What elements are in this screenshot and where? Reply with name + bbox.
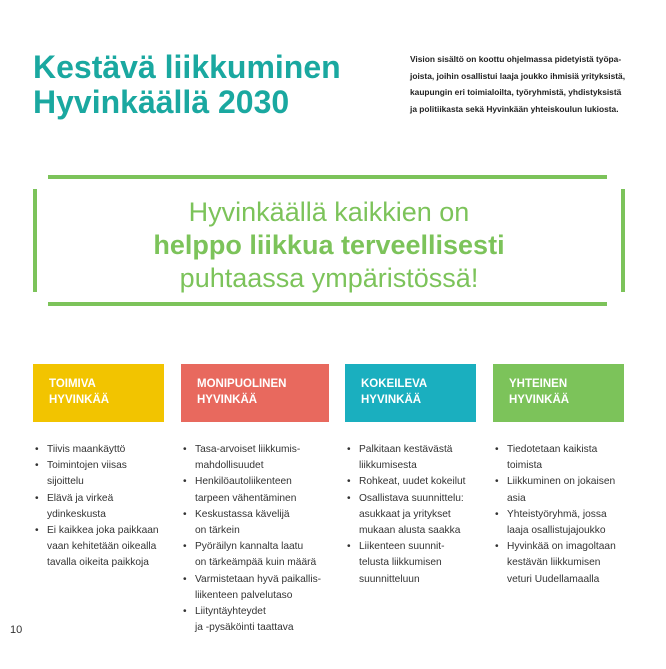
list-item (33, 523, 164, 572)
list-item (345, 539, 476, 588)
list-item (181, 604, 329, 636)
list-item-line: • Tiivis maankäyttö (47, 444, 126, 455)
list-item-line: toimista (507, 460, 543, 472)
list-item-line: tarpeen vähentäminen (195, 492, 297, 504)
list-item (345, 491, 476, 540)
list-item-line: kestävän liikkumisen (507, 557, 601, 569)
column-heading-line: HYVINKÄÄ (361, 394, 422, 406)
column-heading (345, 364, 476, 422)
vision-line-2: helppo liikkua terveellisesti (153, 230, 505, 260)
list-item (493, 539, 624, 588)
list-item (181, 507, 329, 539)
list-item (181, 474, 329, 506)
list-item (181, 539, 329, 571)
list-item-line: mahdollisuudet (195, 460, 264, 472)
column-heading-line: MONIPUOLINEN (197, 378, 287, 390)
list-item-line: • Keskustassa kävelijä (195, 508, 290, 520)
list-item (33, 491, 164, 523)
vision-statement (33, 196, 625, 295)
list-item-line: • Liikkuminen on jokaisen (507, 476, 616, 488)
list-item-line: on tärkeämpää kuin määrä (195, 557, 317, 569)
bullet-list (493, 442, 624, 588)
list-item-line: ja -pysäköinti taattava (195, 622, 294, 634)
column-heading (33, 364, 164, 422)
bullet-list (181, 442, 329, 636)
column-heading-line: HYVINKÄÄ (49, 394, 110, 406)
list-item-line: asia (507, 492, 526, 504)
column-heading (493, 364, 624, 422)
intro-line: kaupungin eri toimialoilta, työryhmistä, yhdistyksistä (410, 87, 622, 97)
list-item-line: • Varmistetaan hyvä paikallis- (195, 573, 322, 585)
frame-bottom-bar (48, 302, 607, 306)
list-item-line: on tärkein (195, 525, 240, 537)
title-line-1: Kestävä liikkuminen (33, 49, 341, 85)
frame-top-bar (48, 175, 607, 179)
theme-column (493, 364, 624, 588)
column-heading-line: KOKEILEVA (361, 378, 428, 390)
list-item-line: mukaan alusta saakka (359, 525, 461, 537)
intro-line: Vision sisältö on koottu ohjelmassa pidetyistä työpa- (410, 54, 622, 64)
column-heading-line: HYVINKÄÄ (197, 394, 258, 406)
list-item-line: suunnitteluun (359, 573, 420, 585)
theme-column (33, 364, 164, 572)
list-item-line: • Osallistava suunnittelu: (359, 492, 464, 504)
list-item (181, 572, 329, 604)
list-item (181, 442, 329, 474)
list-item-line: liikkumisesta (359, 460, 417, 472)
vision-line-3: puhtaassa ympäristössä! (179, 263, 479, 293)
list-item (493, 442, 624, 474)
list-item (345, 442, 476, 474)
list-item-line: • Pyöräilyn kannalta laatu (195, 541, 304, 553)
column-heading (181, 364, 329, 422)
intro-line: joista, joihin osallistui laaja joukko ihmisiä yrityksistä, (410, 70, 626, 81)
list-item-line: sijoittelu (47, 476, 84, 488)
theme-column (345, 364, 476, 588)
list-item-line: • Tasa-arvoiset liikkumis- (195, 444, 301, 455)
list-item-line: veturi Uudellamaalla (507, 573, 600, 585)
page-title (33, 50, 341, 120)
list-item-line: • Tiedotetaan kaikista (507, 444, 598, 455)
page-number: 10 (10, 624, 23, 636)
intro-line: ja politiikasta sekä Hyvinkään yhteiskoulun lukiosta. (410, 103, 619, 114)
title-line-2: Hyvinkäällä 2030 (33, 84, 290, 120)
list-item-line: • Elävä ja virkeä (47, 492, 114, 504)
bullet-list (33, 442, 164, 572)
list-item-line: • Hyvinkää on imagoltaan (507, 541, 616, 553)
list-item (33, 442, 164, 458)
list-item (493, 507, 624, 539)
list-item-line: asukkaat ja yritykset (359, 508, 451, 520)
list-item-line: vaan kehitetään oikealla (47, 541, 157, 553)
list-item (33, 458, 164, 490)
list-item-line: • Rohkeat, uudet kokeilut (359, 476, 466, 488)
list-item-line: ydinkeskusta (47, 508, 106, 520)
list-item-line: tavalla oikeita paikkoja (47, 557, 149, 569)
column-heading-line: YHTEINEN (509, 378, 568, 390)
theme-column (181, 364, 329, 636)
list-item-line: • Toimintojen viisas (47, 460, 127, 472)
list-item-line: • Liityntäyhteydet (195, 606, 266, 618)
column-heading-line: TOIMIVA (49, 378, 96, 390)
list-item-line: • Liikenteen suunnit- (359, 541, 445, 553)
bullet-list (345, 442, 476, 588)
list-item-line: telusta liikkumisen (359, 557, 442, 569)
list-item-line: • Palkitaan kestävästä (359, 444, 453, 455)
list-item-line: laaja osallistujajoukko (507, 525, 606, 537)
list-item-line: • Yhteistyöryhmä, jossa (507, 508, 607, 520)
list-item-line: • Henkilöautoliikenteen (195, 476, 292, 488)
list-item (345, 474, 476, 490)
vision-line-1: Hyvinkäällä kaikkien on (188, 197, 470, 227)
column-heading-line: HYVINKÄÄ (509, 394, 570, 406)
intro-text (410, 51, 632, 117)
list-item (493, 474, 624, 506)
list-item-line: liikenteen palvelutaso (195, 589, 293, 601)
list-item-line: • Ei kaikkea joka paikkaan (47, 525, 159, 537)
